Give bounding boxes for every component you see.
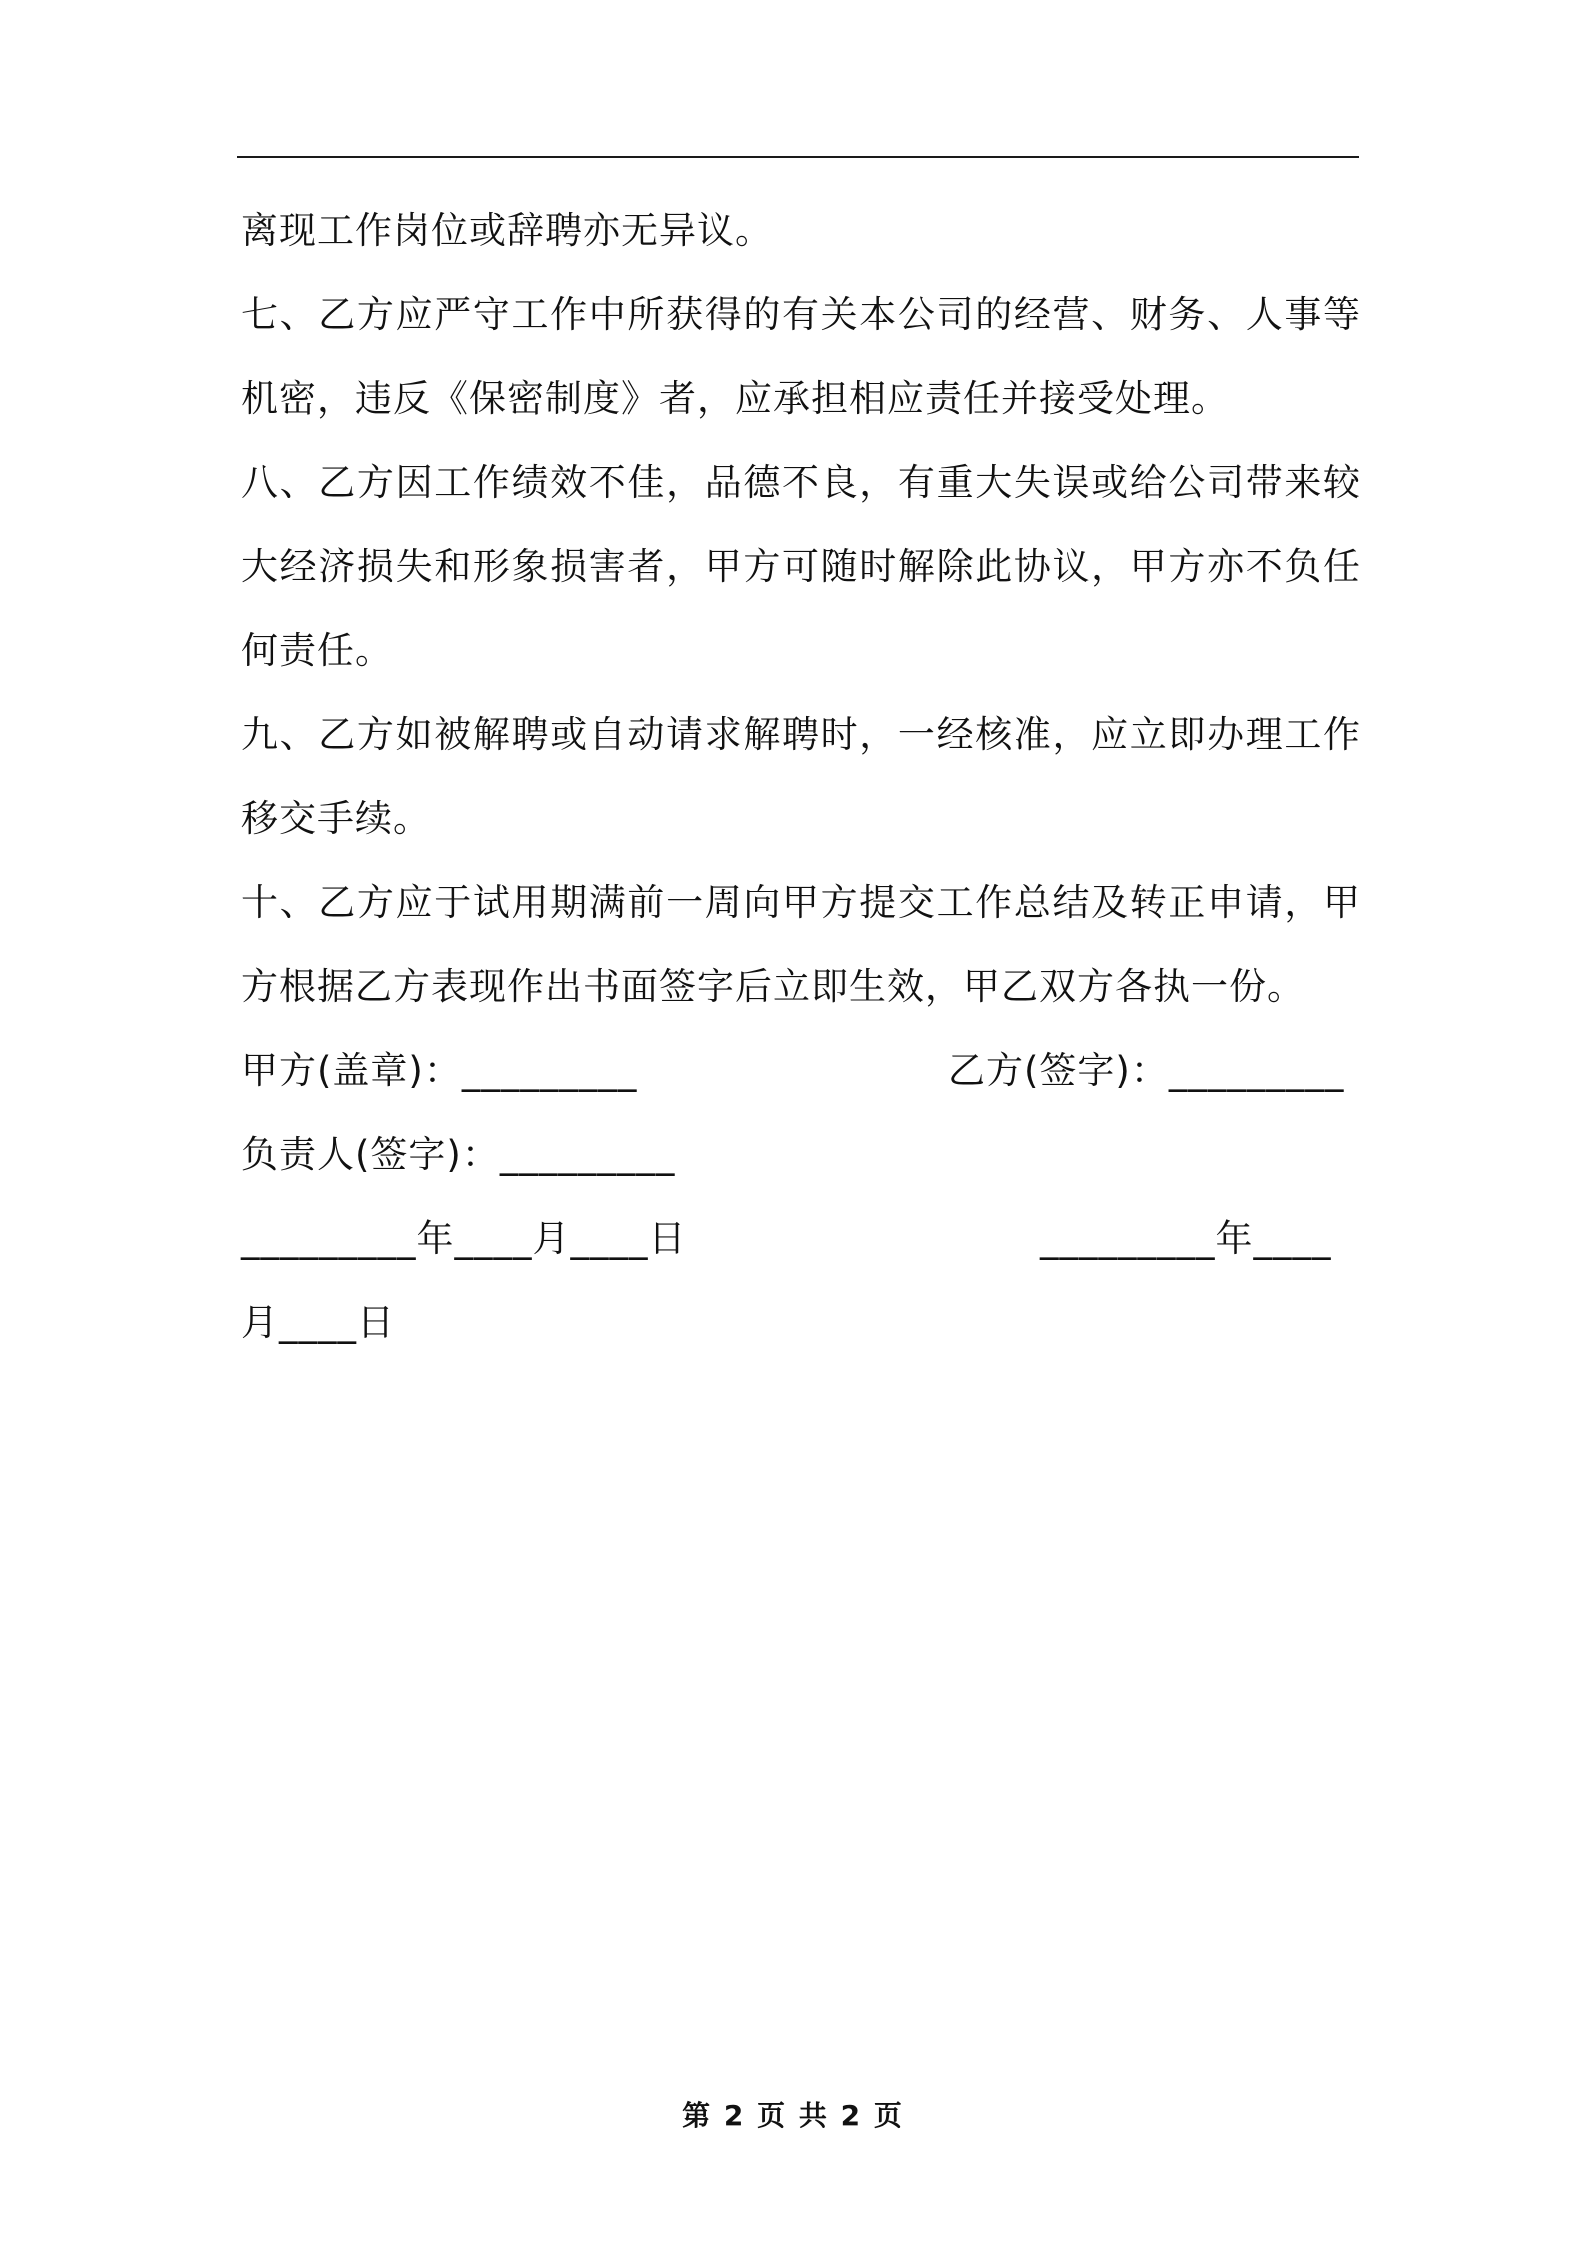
party-a-seal-line: 甲方(盖章)：_________ [241,1049,638,1092]
paragraph-clause-8: 八、乙方因工作绩效不佳，品德不良，有重大失误或给公司带来较大经济损失和形象损害者，甲方可随时解除此协议，甲方亦不负任何责任。 [241,461,1361,672]
paragraph-clause-7: 七、乙方应严守工作中所获得的有关本公司的经营、财务、人事等机密，违反《保密制度》者，应承担相应责任并接受处理。 [241,293,1361,420]
paragraph-clause-9: 九、乙方如被解聘或自动请求解聘时，一经核准，应立即办理工作移交手续。 [241,713,1361,840]
signature-row-parties [241,1029,1361,1113]
responsible-signature-line: 负责人(签字)：_________ [241,1133,676,1176]
header-rule [237,156,1359,158]
document-body [241,189,1361,1365]
signature-row-dates [241,1197,1361,1281]
party-a-date-line: _________年____月____日 [241,1217,687,1260]
paragraph-continuation: 离现工作岗位或辞聘亦无异议。 [241,209,773,252]
signature-row-responsible [241,1113,1361,1197]
signature-row-date-continuation [241,1281,1361,1365]
page-number-footer: 第 2 页 共 2 页 [682,2099,904,2132]
paragraph-clause-10: 十、乙方应于试用期满前一周向甲方提交工作总结及转正申请，甲方根据乙方表现作出书面签字后立即生效，甲乙双方各执一份。 [241,881,1361,1008]
party-b-signature-line: 乙方(签字)：_________ [948,1049,1345,1092]
party-b-date-line-continuation: 月____日 [241,1301,395,1344]
party-b-date-line: _________年____ [1040,1217,1332,1260]
